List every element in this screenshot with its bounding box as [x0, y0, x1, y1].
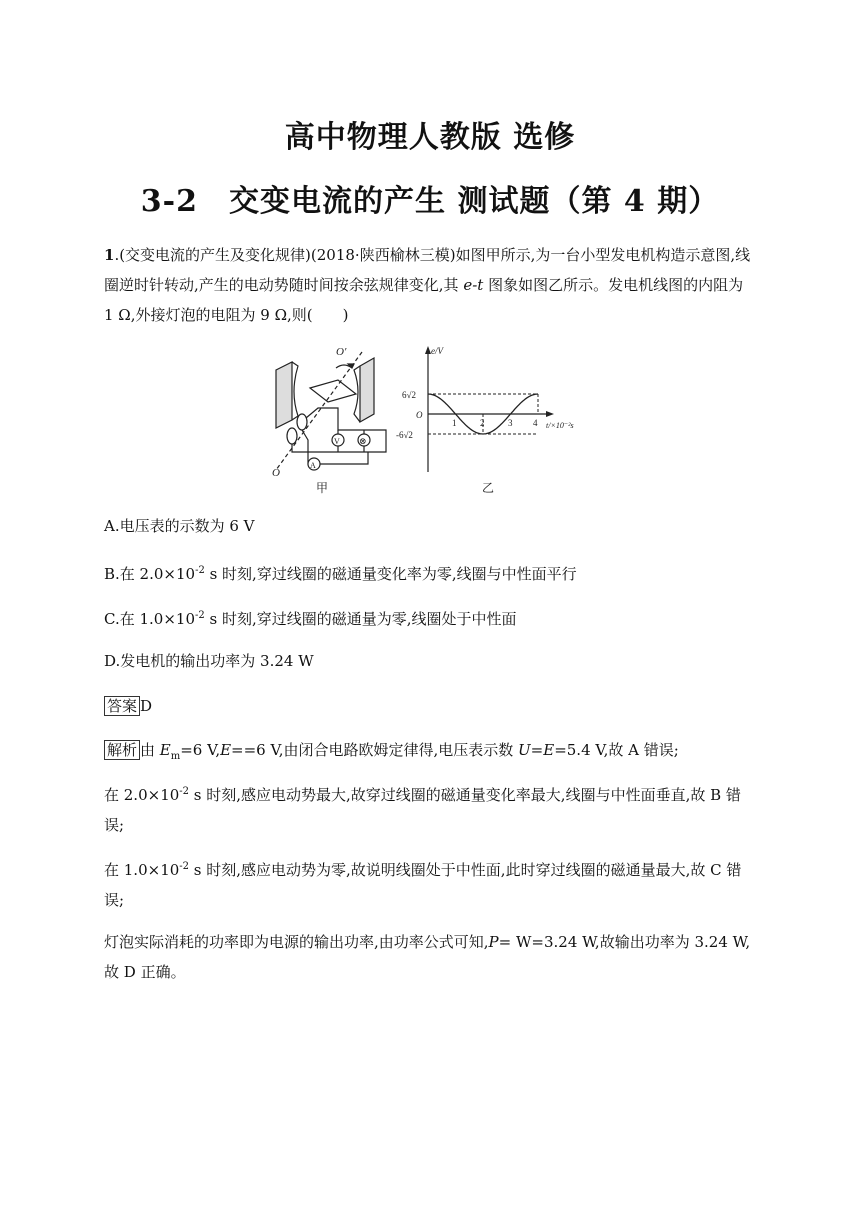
figure	[268, 340, 598, 500]
ammeter-label: A	[310, 461, 316, 470]
option-b: B.在 $2.0\times 10^{-2}$ s 时刻,穿过线圈的磁通量变化率为零,线圈与中性面平行	[104, 565, 577, 583]
question-text-a: 如图甲所示,为一台小型发电机构造示意图,线圈逆时针转动,产生的电动势随时间按余弦规律变化,其	[104, 246, 751, 294]
option-d: D.发电机的输出功率为 3.24 W	[104, 652, 314, 670]
x-tick-3: 3	[508, 418, 513, 428]
x-axis-label: t/×10⁻²s	[546, 421, 574, 430]
answer-line	[104, 696, 152, 716]
o-bottom-label: O	[272, 467, 280, 479]
origin-label: O	[416, 410, 423, 420]
figure-label-jia: 甲	[316, 481, 329, 495]
page-title: 高中物理人教版 选修	[284, 120, 576, 155]
y-axis-label: e/V	[431, 346, 443, 356]
figure-label-yi: 乙	[482, 481, 495, 495]
answer-label: 答案	[104, 696, 140, 716]
x-tick-2: 2	[480, 418, 485, 428]
analysis-p1: 解析 由 $E_m=6$ V,E==6 V,由闭合电路欧姆定律得,电压表示数 U=E=5.4 V,故 A 错误;	[104, 735, 756, 772]
question-stem	[104, 240, 756, 330]
slip-ring-2	[287, 428, 297, 444]
x-tick-1: 1	[452, 418, 457, 428]
lamp-icon: ⊗	[359, 436, 367, 446]
answer-value: D	[140, 697, 153, 715]
generator-diagram	[276, 352, 386, 470]
slip-ring-1	[297, 414, 307, 430]
o-prime-label: O′	[336, 346, 347, 358]
option-a: A.电压表的示数为 6 V	[104, 517, 255, 535]
magnet-right	[360, 358, 374, 422]
analysis-p4: 灯泡实际消耗的功率即为电源的输出功率,由功率公式可知,P= W=3.24 W,故输出功率为 3.24 W,故 D 正确。	[104, 933, 751, 981]
x-tick-4: 4	[533, 418, 538, 428]
option-c: C.在 $1.0\times 10^{-2}$ s 时刻,穿过线圈的磁通量为零,线圈处于中性面	[104, 610, 517, 628]
y-max-label: 6√2	[402, 390, 416, 400]
analysis-p3: 在 $1.0\times 10^{-2}$ s 时刻,感应电动势为零,故说明线圈处于中性面,此时穿过线圈的磁通量最大,故 C 错误;	[104, 861, 742, 909]
y-min-label: -6√2	[396, 430, 413, 440]
page-subtitle: 3-2 交变电流的产生 测试题（第 4 期）	[140, 184, 720, 219]
question-et: e-t	[463, 276, 484, 294]
et-graph	[425, 346, 554, 472]
voltmeter-label: V	[334, 437, 340, 446]
question-source: .(交变电流的产生及变化规律)(2018·陕西榆林三模)	[114, 246, 456, 264]
question-number: 1	[104, 246, 115, 264]
analysis-label: 解析	[104, 740, 140, 760]
coil	[310, 380, 356, 402]
analysis-p2: 在 $2.0\times 10^{-2}$ s 时刻,感应电动势最大,故穿过线圈的磁通量变化率最大,线圈与中性面垂直,故 B 错误;	[104, 786, 741, 834]
magnet-left	[276, 362, 292, 428]
question-text-b: 图象如图乙所示。发电机线图的内阻为 1 Ω,外接灯泡的电阻为 9 Ω,则( )	[104, 276, 744, 324]
